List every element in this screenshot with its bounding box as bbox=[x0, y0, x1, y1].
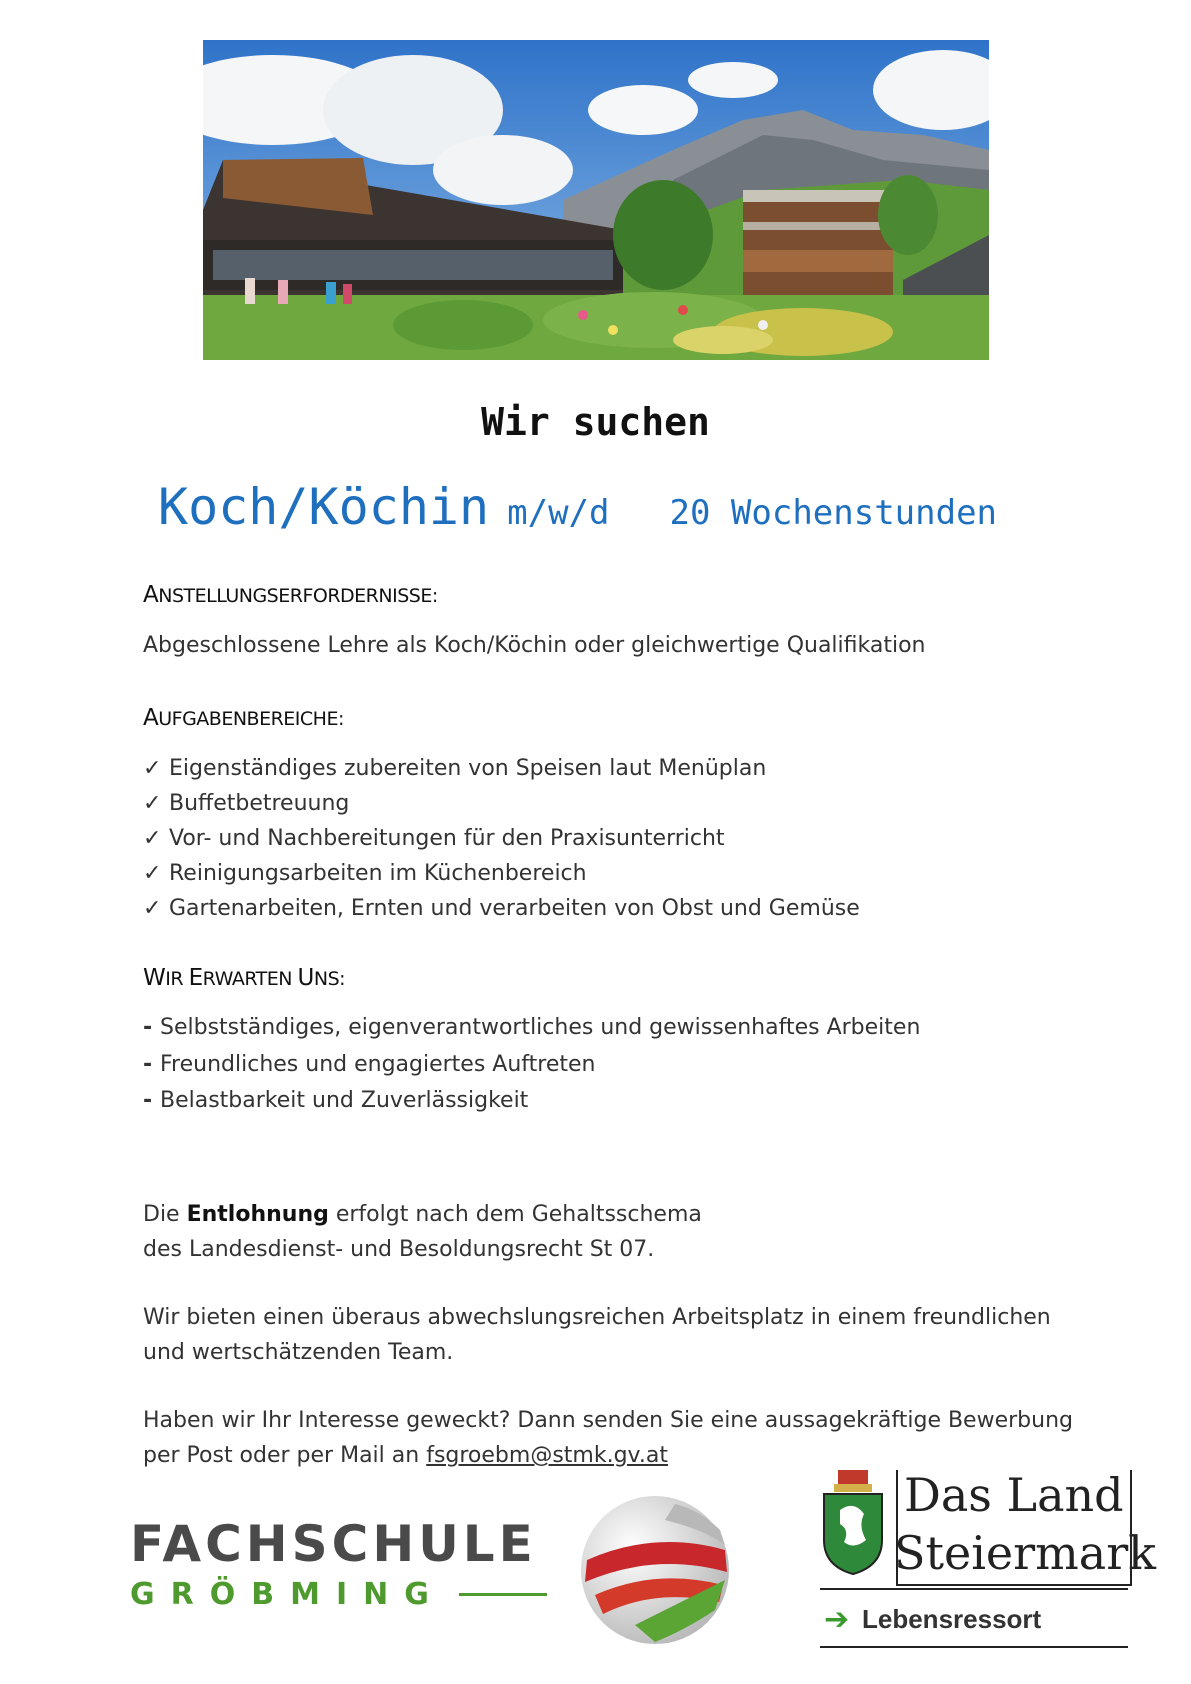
offer-paragraph: Wir bieten einen überaus abwechslungsreichen Arbeitsplatz in einem freundlichen und wertschätzenden Team. bbox=[143, 1305, 1051, 1365]
list-item: ✓ Eigenständiges zubereiten von Speisen laut Menüplan bbox=[143, 751, 860, 786]
headline: Wir suchen bbox=[481, 400, 710, 444]
list-item: ✓ Reinigungsarbeiten im Küchenbereich bbox=[143, 856, 860, 891]
checkmark-icon: ✓ bbox=[143, 861, 162, 886]
gender-note: m/w/d bbox=[507, 493, 610, 533]
list-item: - Belastbarkeit und Zuverlässigkeit bbox=[143, 1083, 920, 1120]
dash-bullet-icon: - bbox=[143, 1015, 153, 1040]
hero-photo bbox=[203, 40, 989, 360]
section-heading-requirements: ANSTELLUNGSERFORDERNISSE: bbox=[143, 582, 438, 608]
school-building-illustration bbox=[203, 40, 989, 360]
dash-bullet-icon: - bbox=[143, 1088, 153, 1113]
list-item: - Selbstständiges, eigenverantwortliches und gewissenhaftes Arbeiten bbox=[143, 1010, 920, 1047]
requirements-text: Abgeschlossene Lehre als Koch/Köchin oder gleichwertige Qualifikation bbox=[143, 633, 926, 658]
list-item: ✓ Vor- und Nachbereitungen für den Praxisunterricht bbox=[143, 821, 860, 856]
school-place: GRÖBMING bbox=[130, 1577, 445, 1612]
email-link[interactable]: fsgroebm@stmk.gv.at bbox=[426, 1443, 668, 1468]
weekly-hours: 20 Wochenstunden bbox=[669, 493, 998, 533]
checkmark-icon: ✓ bbox=[143, 896, 162, 921]
land-line-1: Das Land bbox=[904, 1468, 1124, 1522]
coat-of-arms-icon bbox=[820, 1470, 886, 1580]
checkmark-icon: ✓ bbox=[143, 826, 162, 851]
ressort-name: Lebensressort bbox=[862, 1604, 1042, 1634]
land-steiermark-logo bbox=[820, 1468, 1157, 1658]
section-heading-tasks: AUFGABENBEREICHE: bbox=[143, 705, 344, 731]
checkmark-icon: ✓ bbox=[143, 791, 162, 816]
expectations-list bbox=[143, 1010, 920, 1120]
list-item: ✓ Gartenarbeiten, Ernten und verarbeiten von Obst und Gemüse bbox=[143, 891, 860, 926]
list-item: ✓ Buffetbetreuung bbox=[143, 786, 860, 821]
divider bbox=[459, 1593, 547, 1596]
fachschule-logo bbox=[130, 1515, 547, 1612]
sphere-logo-graphic bbox=[575, 1490, 735, 1650]
sphere-logo bbox=[575, 1490, 735, 1654]
checkmark-icon: ✓ bbox=[143, 756, 162, 781]
contact-paragraph: Haben wir Ihr Interesse geweckt? Dann senden Sie eine aussagekräftige Bewerbung per Post oder per Mail an fsgroebm@stmk.gv.at bbox=[143, 1408, 1073, 1468]
salary-keyword: Entlohnung bbox=[186, 1202, 329, 1227]
arrow-right-icon: ➔ bbox=[824, 1602, 850, 1637]
dash-bullet-icon: - bbox=[143, 1051, 153, 1077]
section-heading-expectations: WIR ERWARTEN UNS: bbox=[143, 965, 346, 991]
land-line-2: Steiermark bbox=[894, 1526, 1157, 1580]
job-title: Koch/Köchin bbox=[158, 478, 490, 536]
salary-paragraph: Die Entlohnung erfolgt nach dem Gehaltsschema des Landesdienst- und Besoldungsrecht St 07. bbox=[143, 1202, 702, 1262]
list-item: - Freundliches und engagiertes Auftreten bbox=[143, 1047, 920, 1084]
task-list bbox=[143, 751, 860, 926]
job-title-line bbox=[158, 478, 997, 536]
school-name: FACHSCHULE bbox=[130, 1515, 537, 1573]
